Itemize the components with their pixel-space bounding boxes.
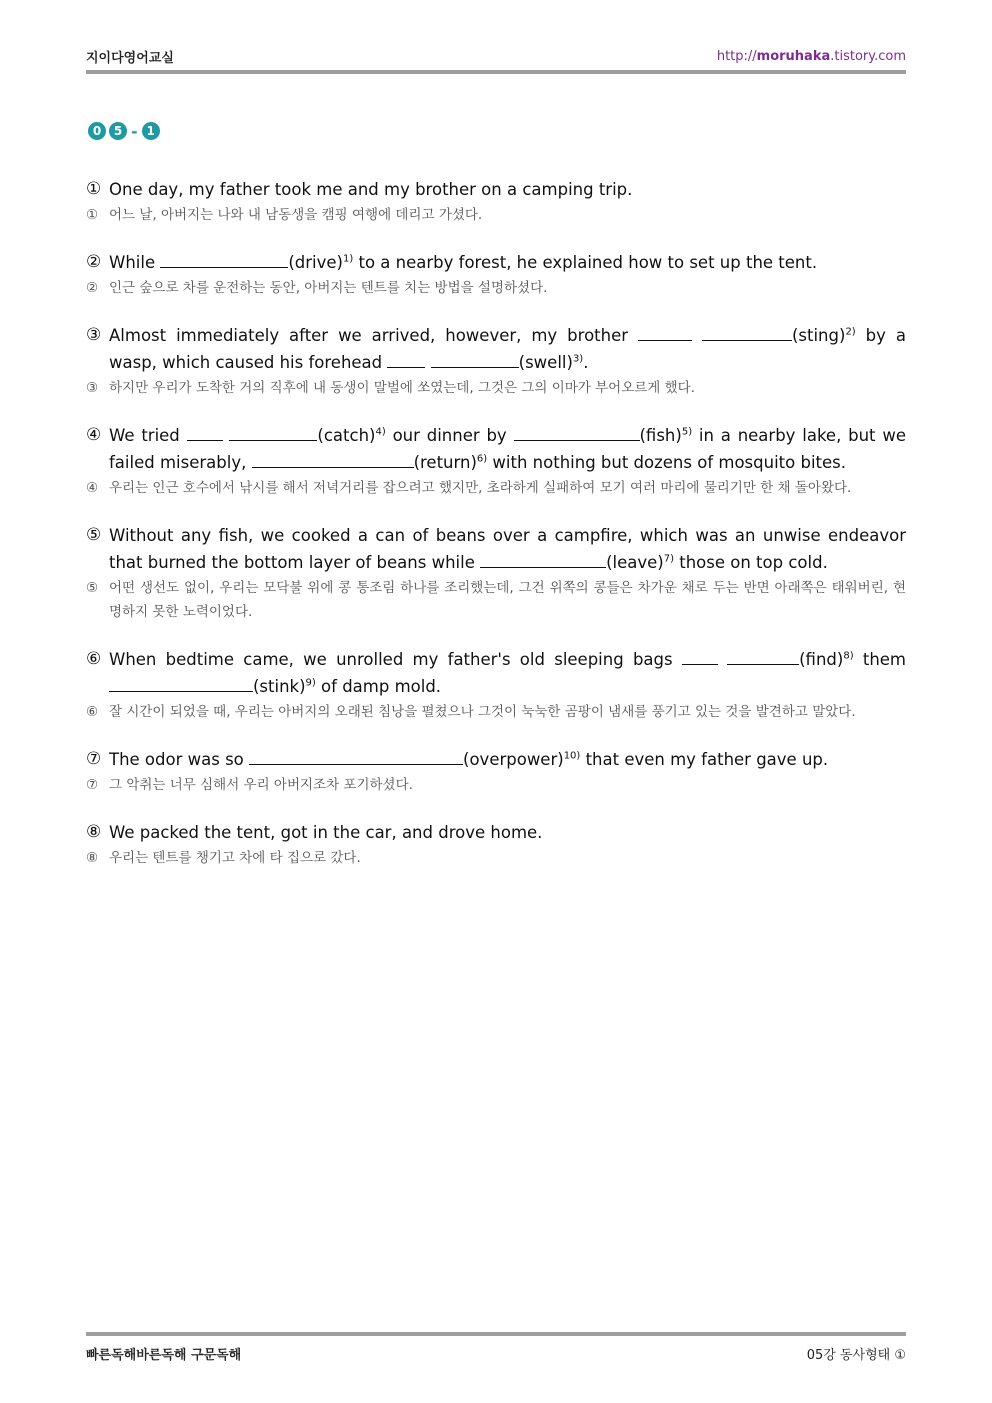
- english-sentence: ⑧ We packed the tent, got in the car, and drove home.: [86, 819, 906, 846]
- footnote-marker: 6): [476, 453, 488, 465]
- exercise-item: [86, 819, 906, 870]
- answer-blank[interactable]: [249, 749, 463, 765]
- korean-translation: ⑧ 우리는 텐트를 챙기고 차에 타 집으로 갔다.: [86, 846, 906, 870]
- answer-blank[interactable]: [187, 425, 223, 441]
- lesson-title: 05강 동사형태 ①: [806, 1347, 906, 1363]
- footnote-marker: 2): [845, 326, 856, 338]
- badge-digit-2: 5: [109, 122, 127, 140]
- answer-blank[interactable]: [229, 425, 317, 441]
- exercise-list: [86, 176, 906, 892]
- item-number: ②: [86, 252, 102, 272]
- item-number: ③: [86, 325, 102, 345]
- english-sentence: ③ Almost immediately after we arrived, however, my brother (sting)$^{2)}$ by a wasp, which caused his forehead (swell)$^{3)}$.: [86, 322, 906, 376]
- footnote-marker: 8): [843, 650, 854, 662]
- answer-blank[interactable]: [702, 325, 792, 341]
- verb-hint: (catch): [317, 426, 376, 445]
- verb-hint: (return): [413, 453, 477, 472]
- korean-translation: ② 인근 숲으로 차를 운전하는 동안, 아버지는 텐트를 치는 방법을 설명하셨다.: [86, 276, 906, 300]
- korean-translation: ⑥ 잘 시간이 되었을 때, 우리는 아버지의 오래된 침낭을 펼쳤으나 그것이 눅눅한 곰팡이 냄새를 풍기고 있는 것을 발견하고 말았다.: [86, 700, 906, 724]
- footnote-marker: 4): [375, 426, 386, 438]
- item-number: ⑥: [86, 704, 99, 720]
- item-number: ④: [86, 480, 99, 496]
- verb-hint: (overpower): [463, 750, 564, 769]
- badge-separator: -: [131, 121, 138, 141]
- item-number: ①: [86, 179, 102, 199]
- item-number: ③: [86, 380, 99, 396]
- answer-blank[interactable]: [252, 452, 414, 468]
- english-sentence: ④ We tried (catch)$^{4)}$ our dinner by (fish)$^{5)}$ in a nearby lake, but we failed miserably, (return)$^{6)}$ with nothing but dozens of mosquito bites.: [86, 422, 906, 476]
- english-sentence: ② While (drive)$^{1)}$ to a nearby forest, he explained how to set up the tent.: [86, 249, 906, 276]
- item-number: ⑤: [86, 525, 102, 545]
- site-name: 지이다영어교실: [86, 50, 174, 66]
- english-sentence: ⑥ When bedtime came, we unrolled my father's old sleeping bags (find)$^{8)}$ them (stink)$^{9)}$ of damp mold.: [86, 646, 906, 700]
- english-sentence: ⑦ The odor was so (overpower)$^{10)}$ that even my father gave up.: [86, 746, 906, 773]
- page-footer: [86, 1343, 906, 1363]
- answer-blank[interactable]: [387, 352, 425, 368]
- header-divider: [86, 70, 906, 74]
- section-badge: [88, 121, 160, 141]
- exercise-item: [86, 322, 906, 400]
- footnote-marker: 5): [681, 426, 693, 438]
- answer-blank[interactable]: [514, 425, 640, 441]
- verb-hint: (stink): [253, 677, 306, 696]
- korean-translation: ⑤ 어떤 생선도 없이, 우리는 모닥불 위에 콩 통조림 하나를 조리했는데, 그건 위쪽의 콩들은 차가운 채로 두는 반면 아래쪽은 태워버린, 현명하지 못한 노력이었다.: [86, 576, 906, 624]
- verb-hint: (fish): [639, 426, 682, 445]
- answer-blank[interactable]: [682, 649, 718, 665]
- answer-blank[interactable]: [727, 649, 799, 665]
- item-number: ②: [86, 280, 99, 296]
- english-sentence: ⑤ Without any fish, we cooked a can of beans over a campfire, which was an unwise endeavor that burned the bottom layer of beans while (leave)$^{7)}$ those on top cold.: [86, 522, 906, 576]
- footnote-marker: 1): [342, 253, 354, 265]
- answer-blank[interactable]: [480, 552, 606, 568]
- exercise-item: [86, 422, 906, 500]
- footnote-marker: 7): [663, 553, 674, 565]
- item-number: ⑤: [86, 580, 99, 596]
- korean-translation: ③ 하지만 우리가 도착한 거의 직후에 내 동생이 말벌에 쏘였는데, 그것은 그의 이마가 부어오르게 했다.: [86, 376, 906, 400]
- verb-hint: (sting): [791, 326, 846, 345]
- item-number: ⑥: [86, 649, 102, 669]
- verb-hint: (leave): [606, 553, 664, 572]
- answer-blank[interactable]: [638, 325, 692, 341]
- item-number: ⑧: [86, 822, 102, 842]
- item-number: ①: [86, 207, 99, 223]
- korean-translation: ⑦ 그 악취는 너무 심해서 우리 아버지조차 포기하셨다.: [86, 773, 906, 797]
- item-number: ④: [86, 425, 102, 445]
- answer-blank[interactable]: [160, 252, 288, 268]
- english-sentence: ① One day, my father took me and my brother on a camping trip.: [86, 176, 906, 203]
- verb-hint: (drive): [288, 253, 343, 272]
- item-number: ⑦: [86, 777, 99, 793]
- answer-blank[interactable]: [109, 676, 253, 692]
- badge-digit-3: 1: [142, 122, 160, 140]
- item-number: ⑧: [86, 850, 99, 866]
- page-header: [86, 46, 906, 66]
- badge-digit-1: 0: [88, 122, 106, 140]
- verb-hint: (find): [799, 650, 844, 669]
- footnote-marker: 10): [563, 750, 581, 762]
- book-title: 빠른독해바른독해 구문독해: [86, 1347, 242, 1363]
- verb-hint: (swell): [518, 353, 573, 372]
- exercise-item: [86, 646, 906, 724]
- korean-translation: ① 어느 날, 아버지는 나와 내 남동생을 캠핑 여행에 데리고 가셨다.: [86, 203, 906, 227]
- site-url[interactable]: http://moruhaka.tistory.com: [716, 48, 906, 64]
- footer-divider: [86, 1332, 906, 1336]
- exercise-item: [86, 176, 906, 227]
- answer-blank[interactable]: [431, 352, 519, 368]
- item-number: ⑦: [86, 749, 102, 769]
- exercise-item: [86, 522, 906, 624]
- footnote-marker: 3): [572, 353, 584, 365]
- footnote-marker: 9): [305, 677, 316, 689]
- exercise-item: [86, 746, 906, 797]
- exercise-item: [86, 249, 906, 300]
- korean-translation: ④ 우리는 인근 호수에서 낚시를 해서 저녁거리를 잡으려고 했지만, 초라하게 실패하여 모기 여러 마리에 물리기만 한 채 돌아왔다.: [86, 476, 906, 500]
